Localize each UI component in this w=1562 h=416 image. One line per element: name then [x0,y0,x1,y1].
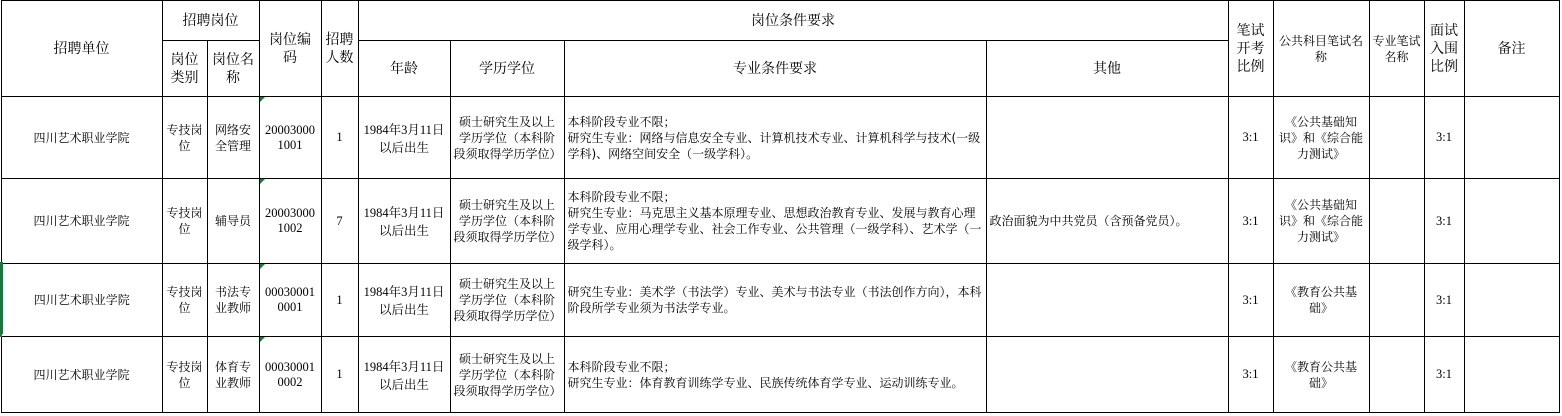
major-subject-cell[interactable] [1369,179,1424,264]
header-headcount[interactable]: 招聘人数 [321,1,358,97]
header-other[interactable]: 其他 [986,41,1228,97]
age-cell[interactable]: 1984年3月11日以后出生 [358,264,450,337]
remarks-cell[interactable] [1464,179,1559,264]
count-cell[interactable]: 1 [321,264,358,337]
header-position-code[interactable]: 岗位编码 [259,1,321,97]
other-cell[interactable]: 政治面貌为中共党员（含预备党员）。 [986,179,1228,264]
major-line-2: 研究生专业：马克思主义基本原理专业、思想政治教育专业、发展与教育心理学专业、应用心理学专业、社会工作专业、公共管理（一级学科）、艺术学（一级学科）。 [567,206,982,252]
remarks-cell[interactable] [1464,97,1559,179]
unit-cell[interactable]: 四川艺术职业学院 [1,179,162,264]
interview-ratio-cell[interactable]: 3:1 [1424,337,1464,413]
unit-cell[interactable]: 四川艺术职业学院 [1,97,162,179]
header-requirements-group[interactable]: 岗位条件要求 [358,1,1228,41]
major-line-1: 本科阶段专业不限； [567,114,676,129]
age-cell[interactable]: 1984年3月11日以后出生 [358,337,450,413]
major-line-1: 本科阶段专业不限； [567,359,676,374]
code-cell[interactable]: 000300010001 [259,264,321,337]
header-unit[interactable]: 招聘单位 [1,1,162,97]
education-cell[interactable]: 硕士研究生及以上学历学位（本科阶段须取得学历学位） [450,179,564,264]
remarks-cell[interactable] [1464,337,1559,413]
header-age[interactable]: 年龄 [358,41,450,97]
major-cell[interactable] [564,337,986,413]
header-remarks[interactable]: 备注 [1464,1,1559,97]
table-row [1,179,1559,264]
remarks-cell[interactable] [1464,264,1559,337]
major-line-1: 本科阶段专业不限； [567,190,676,204]
name-cell[interactable]: 辅导员 [207,179,259,264]
written-ratio-cell[interactable]: 3:1 [1228,97,1273,179]
other-cell[interactable] [986,264,1228,337]
header-position-type[interactable]: 岗位类别 [162,41,207,97]
age-cell[interactable]: 1984年3月11日以后出生 [358,97,450,179]
public-subject-cell[interactable]: 《公共基础知识》和《综合能力测试》 [1273,97,1369,179]
interview-ratio-cell[interactable]: 3:1 [1424,179,1464,264]
written-ratio-cell[interactable]: 3:1 [1228,337,1273,413]
type-cell[interactable]: 专技岗位 [162,337,207,413]
header-position-group[interactable]: 招聘岗位 [162,1,259,41]
written-ratio-cell[interactable]: 3:1 [1228,264,1273,337]
other-cell[interactable] [986,337,1228,413]
header-row-1 [1,1,1559,41]
header-education[interactable]: 学历学位 [450,41,564,97]
cell-selection-marker [0,262,3,334]
major-cell[interactable] [564,264,986,337]
education-cell[interactable]: 硕士研究生及以上学历学位（本科阶段须取得学历学位） [450,97,564,179]
table-row [1,337,1559,413]
type-cell[interactable]: 专技岗位 [162,179,207,264]
interview-ratio-cell[interactable]: 3:1 [1424,97,1464,179]
major-line-2: 研究生专业：网络与信息安全专业、计算机技术专业、计算机科学与技术(一级学科)、网络空间安全（一级学科）。 [567,130,981,161]
unit-cell[interactable]: 四川艺术职业学院 [1,337,162,413]
written-ratio-cell[interactable]: 3:1 [1228,179,1273,264]
header-interview-ratio[interactable]: 面试入围比例 [1424,1,1464,97]
type-cell[interactable]: 专技岗位 [162,264,207,337]
major-subject-cell[interactable] [1369,337,1424,413]
public-subject-cell[interactable]: 《教育公共基础》 [1273,337,1369,413]
count-cell[interactable]: 1 [321,337,358,413]
header-position-name[interactable]: 岗位名称 [207,41,259,97]
type-cell[interactable]: 专技岗位 [162,97,207,179]
major-line-2: 研究生专业：体育教育训练学专业、民族传统体育学专业、运动训练专业。 [567,375,964,390]
public-subject-cell[interactable]: 《公共基础知识》和《综合能力测试》 [1273,179,1369,264]
count-cell[interactable]: 1 [321,97,358,179]
public-subject-cell[interactable]: 《教育公共基础》 [1273,264,1369,337]
header-public-subject[interactable]: 公共科目笔试名称 [1273,1,1369,97]
major-subject-cell[interactable] [1369,264,1424,337]
interview-ratio-cell[interactable]: 3:1 [1424,264,1464,337]
major-line-2: 研究生专业：美术学（书法学）专业、美术与书法专业（书法创作方向），本科阶段所学专业须为书法学专业。 [567,285,982,315]
name-cell[interactable]: 网络安全管理 [207,97,259,179]
table-row [1,97,1559,179]
other-cell[interactable] [986,97,1228,179]
table-row [1,264,1559,337]
header-major-subject[interactable]: 专业笔试名称 [1369,1,1424,97]
name-cell[interactable]: 书法专业教师 [207,264,259,337]
unit-cell[interactable]: 四川艺术职业学院 [1,264,162,337]
header-major[interactable]: 专业条件要求 [564,41,986,97]
code-cell[interactable]: 200030001001 [259,97,321,179]
code-cell[interactable]: 000300010002 [259,337,321,413]
count-cell[interactable]: 7 [321,179,358,264]
education-cell[interactable]: 硕士研究生及以上学历学位（本科阶段须取得学历学位） [450,264,564,337]
header-written-ratio[interactable]: 笔试开考比例 [1228,1,1273,97]
code-cell[interactable]: 200030001002 [259,179,321,264]
major-subject-cell[interactable] [1369,97,1424,179]
major-cell[interactable] [564,179,986,264]
name-cell[interactable]: 体育专业教师 [207,337,259,413]
major-cell[interactable] [564,97,986,179]
age-cell[interactable]: 1984年3月11日以后出生 [358,179,450,264]
education-cell[interactable]: 硕士研究生及以上学历学位（本科阶段须取得学历学位） [450,337,564,413]
